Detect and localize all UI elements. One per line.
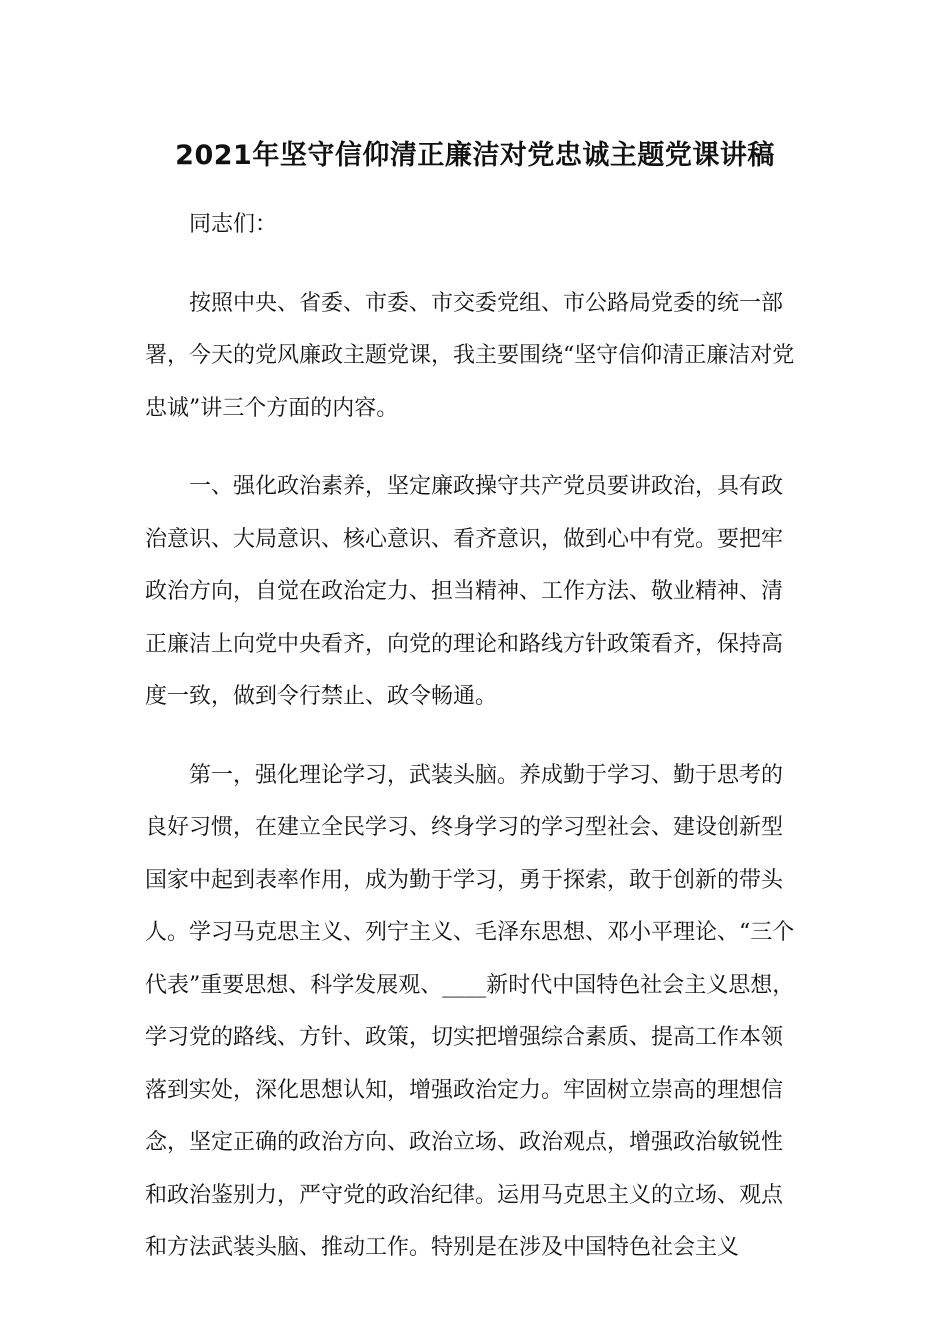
point-one-paragraph: 第一，强化理论学习，武装头脑。养成勤于学习、勤于思考的良好习惯，在建立全民学习、终身学习的学习型社会、建设创新型国家中起到表率作用，成为勤于学习，勇于探索，敢于创新的带头人。学习马克思主义、列宁主义、毛泽东思想、邓小平理论、“三个代表”重要思想、科学发展观、____新时代中国特色社会主义思想，学习党的路线、方针、政策，切实把增强综合素质、提高工作本领落到实处，深化思想认知，增强政治定力。牢固树立崇高的理想信念，坚定正确的政治方向、政治立场、政治观点，增强政治敏锐性和政治鉴别力，严守党的政治纪律。运用马克思主义的立场、观点和方法武装头脑、推动工作。特别是在涉及中国特色社会主义 bbox=[145, 762, 795, 1260]
salutation-paragraph: 同志们： bbox=[189, 212, 278, 237]
intro-paragraph: 按照中央、省委、市委、市交委党组、市公路局党委的统一部署，今天的党风廉政主题党课，我主要围绕“坚守信仰清正廉洁对党忠诚”讲三个方面的内容。 bbox=[145, 290, 795, 421]
section-one-paragraph: 一、强化政治素养，坚定廉政操守共产党员要讲政治，具有政治意识、大局意识、核心意识、看齐意识，做到心中有党。要把牢政治方向，自觉在政治定力、担当精神、工作方法、敬业精神、清正廉洁上向党中央看齐，向党的理论和路线方针政策看齐，保持高度一致，做到令行禁止、政令畅通。 bbox=[145, 474, 784, 709]
document-body bbox=[145, 199, 800, 1275]
document-title: 2021年坚守信仰清正廉洁对党忠诚主题党课讲稿 bbox=[175, 140, 775, 171]
paragraph-spacer bbox=[145, 724, 800, 750]
paragraph-spacer bbox=[145, 252, 800, 278]
paragraph-spacer bbox=[145, 435, 800, 461]
